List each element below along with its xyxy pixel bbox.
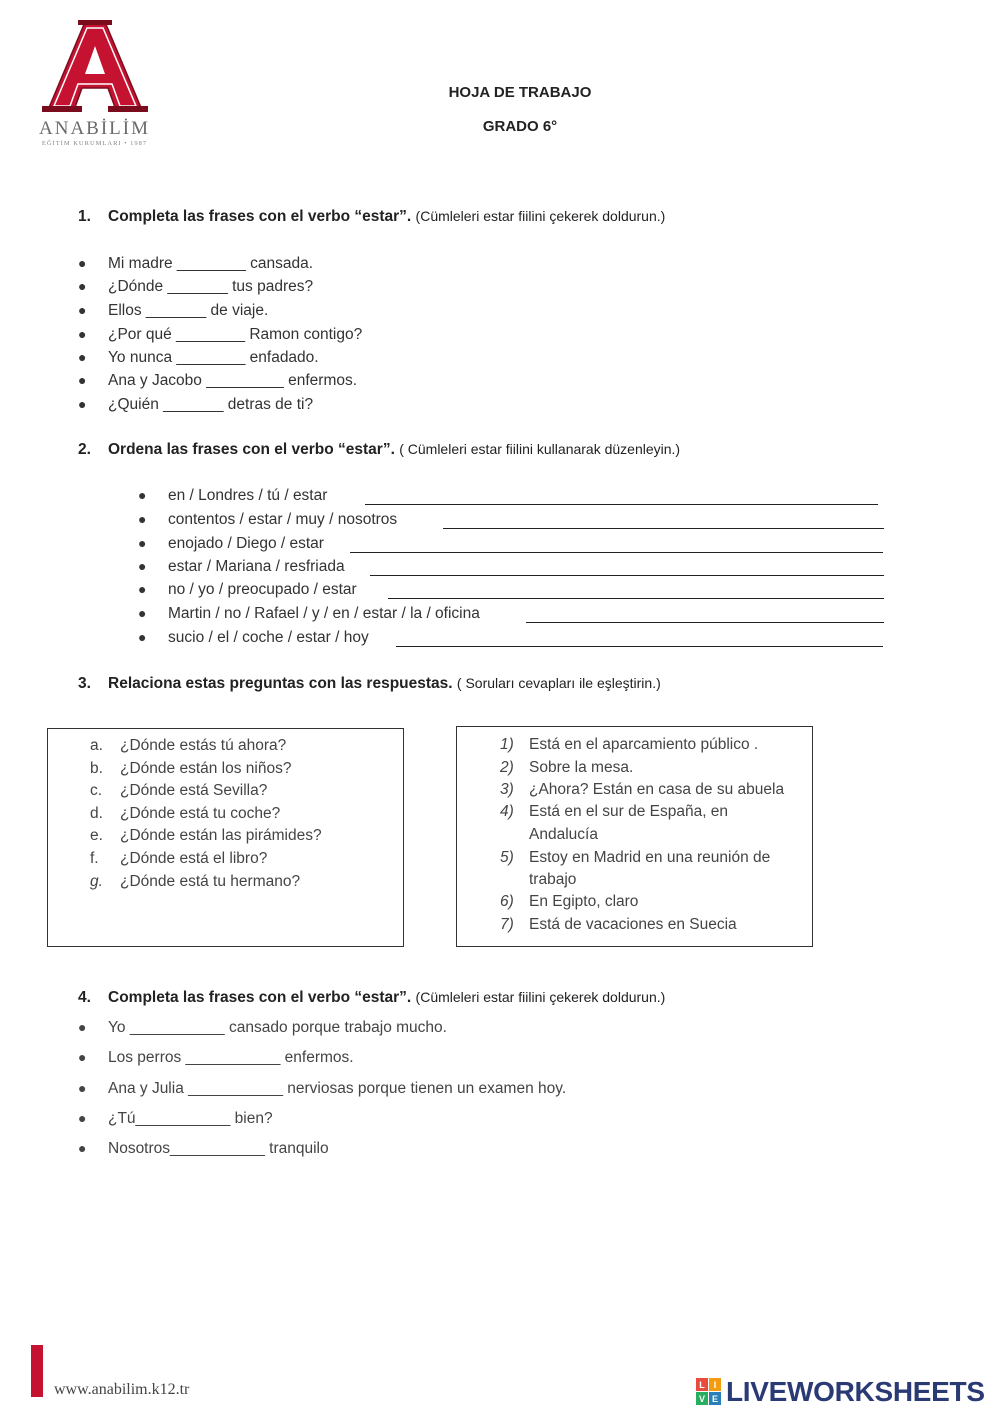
section-3-number: 3. (78, 675, 91, 692)
answer-line[interactable] (365, 504, 878, 505)
bullet-icon: ● (78, 1110, 87, 1126)
bullet-icon: ● (78, 255, 87, 271)
badge-letter: L (699, 1380, 705, 1390)
bullet-icon: ● (138, 535, 147, 551)
bullet-icon: ● (138, 487, 147, 503)
bullet-icon: ● (78, 278, 87, 294)
section-3-instruction: Relaciona estas preguntas con las respuestas. (108, 675, 453, 692)
bullet-icon: ● (78, 1080, 87, 1096)
section-4-heading (78, 989, 665, 1007)
section-3-heading (78, 675, 661, 693)
answer-line[interactable] (350, 552, 883, 553)
liveworksheets-logo-icon (696, 1378, 722, 1406)
answer-line[interactable] (396, 646, 883, 647)
section-4-note: (Cümleleri estar fiilini çekerek doldurun.) (415, 989, 666, 1005)
answer-item-continuation: trabajo (529, 871, 577, 888)
answer-line[interactable] (370, 575, 884, 576)
badge-letter: E (711, 1394, 719, 1404)
section-2-heading (78, 441, 680, 459)
bullet-icon: ● (78, 326, 87, 342)
section-4-number: 4. (78, 989, 91, 1006)
footer-accent-bar (31, 1345, 43, 1397)
section-4-instruction: Completa las frases con el verbo “estar”. (108, 989, 412, 1006)
logo-subtitle: EĞİTİM KURUMLARI • 1987 (41, 140, 148, 147)
bullet-icon: ● (78, 1140, 87, 1156)
page-title: HOJA DE TRABAJO (448, 84, 592, 101)
answer-line[interactable] (526, 622, 884, 623)
bullet-icon: ● (78, 349, 87, 365)
section-2-instruction: Ordena las frases con el verbo “estar”. (108, 441, 395, 458)
answer-item-continuation: Andalucía (529, 826, 598, 843)
bullet-icon: ● (138, 511, 147, 527)
section-3-note: ( Soruları cevapları ile eşleştirin.) (456, 675, 661, 691)
bullet-icon: ● (138, 605, 147, 621)
section-1-number: 1. (78, 208, 91, 225)
section-1-note: (Cümleleri estar fiilini çekerek doldurun.) (415, 208, 666, 224)
section-1-instruction: Completa las frases con el verbo “estar”. (108, 208, 412, 225)
logo-letter-a-icon (30, 18, 160, 118)
bullet-icon: ● (78, 396, 87, 412)
logo-brand-name: ANABİLİM (39, 118, 150, 139)
bullet-icon: ● (138, 558, 147, 574)
bullet-icon: ● (138, 581, 147, 597)
footer-website-link[interactable]: www.anabilim.k12.tr (54, 1381, 190, 1398)
section-2-number: 2. (78, 441, 91, 458)
bullet-icon: ● (78, 1019, 87, 1035)
bullet-icon: ● (138, 629, 147, 645)
answer-line[interactable] (388, 598, 884, 599)
grade-label: GRADO 6° (482, 118, 558, 135)
badge-letter: I (713, 1380, 717, 1390)
answer-line[interactable] (443, 528, 884, 529)
section-2-note: ( Cümleleri estar fiilini kullanarak düzenleyin.) (399, 441, 681, 457)
bullet-icon: ● (78, 1049, 87, 1065)
bullet-icon: ● (78, 372, 87, 388)
liveworksheets-wordmark: LIVEWORKSHEETS (726, 1376, 985, 1407)
bullet-icon: ● (78, 302, 87, 318)
badge-letter: V (698, 1394, 706, 1404)
section-1-heading (78, 208, 665, 226)
